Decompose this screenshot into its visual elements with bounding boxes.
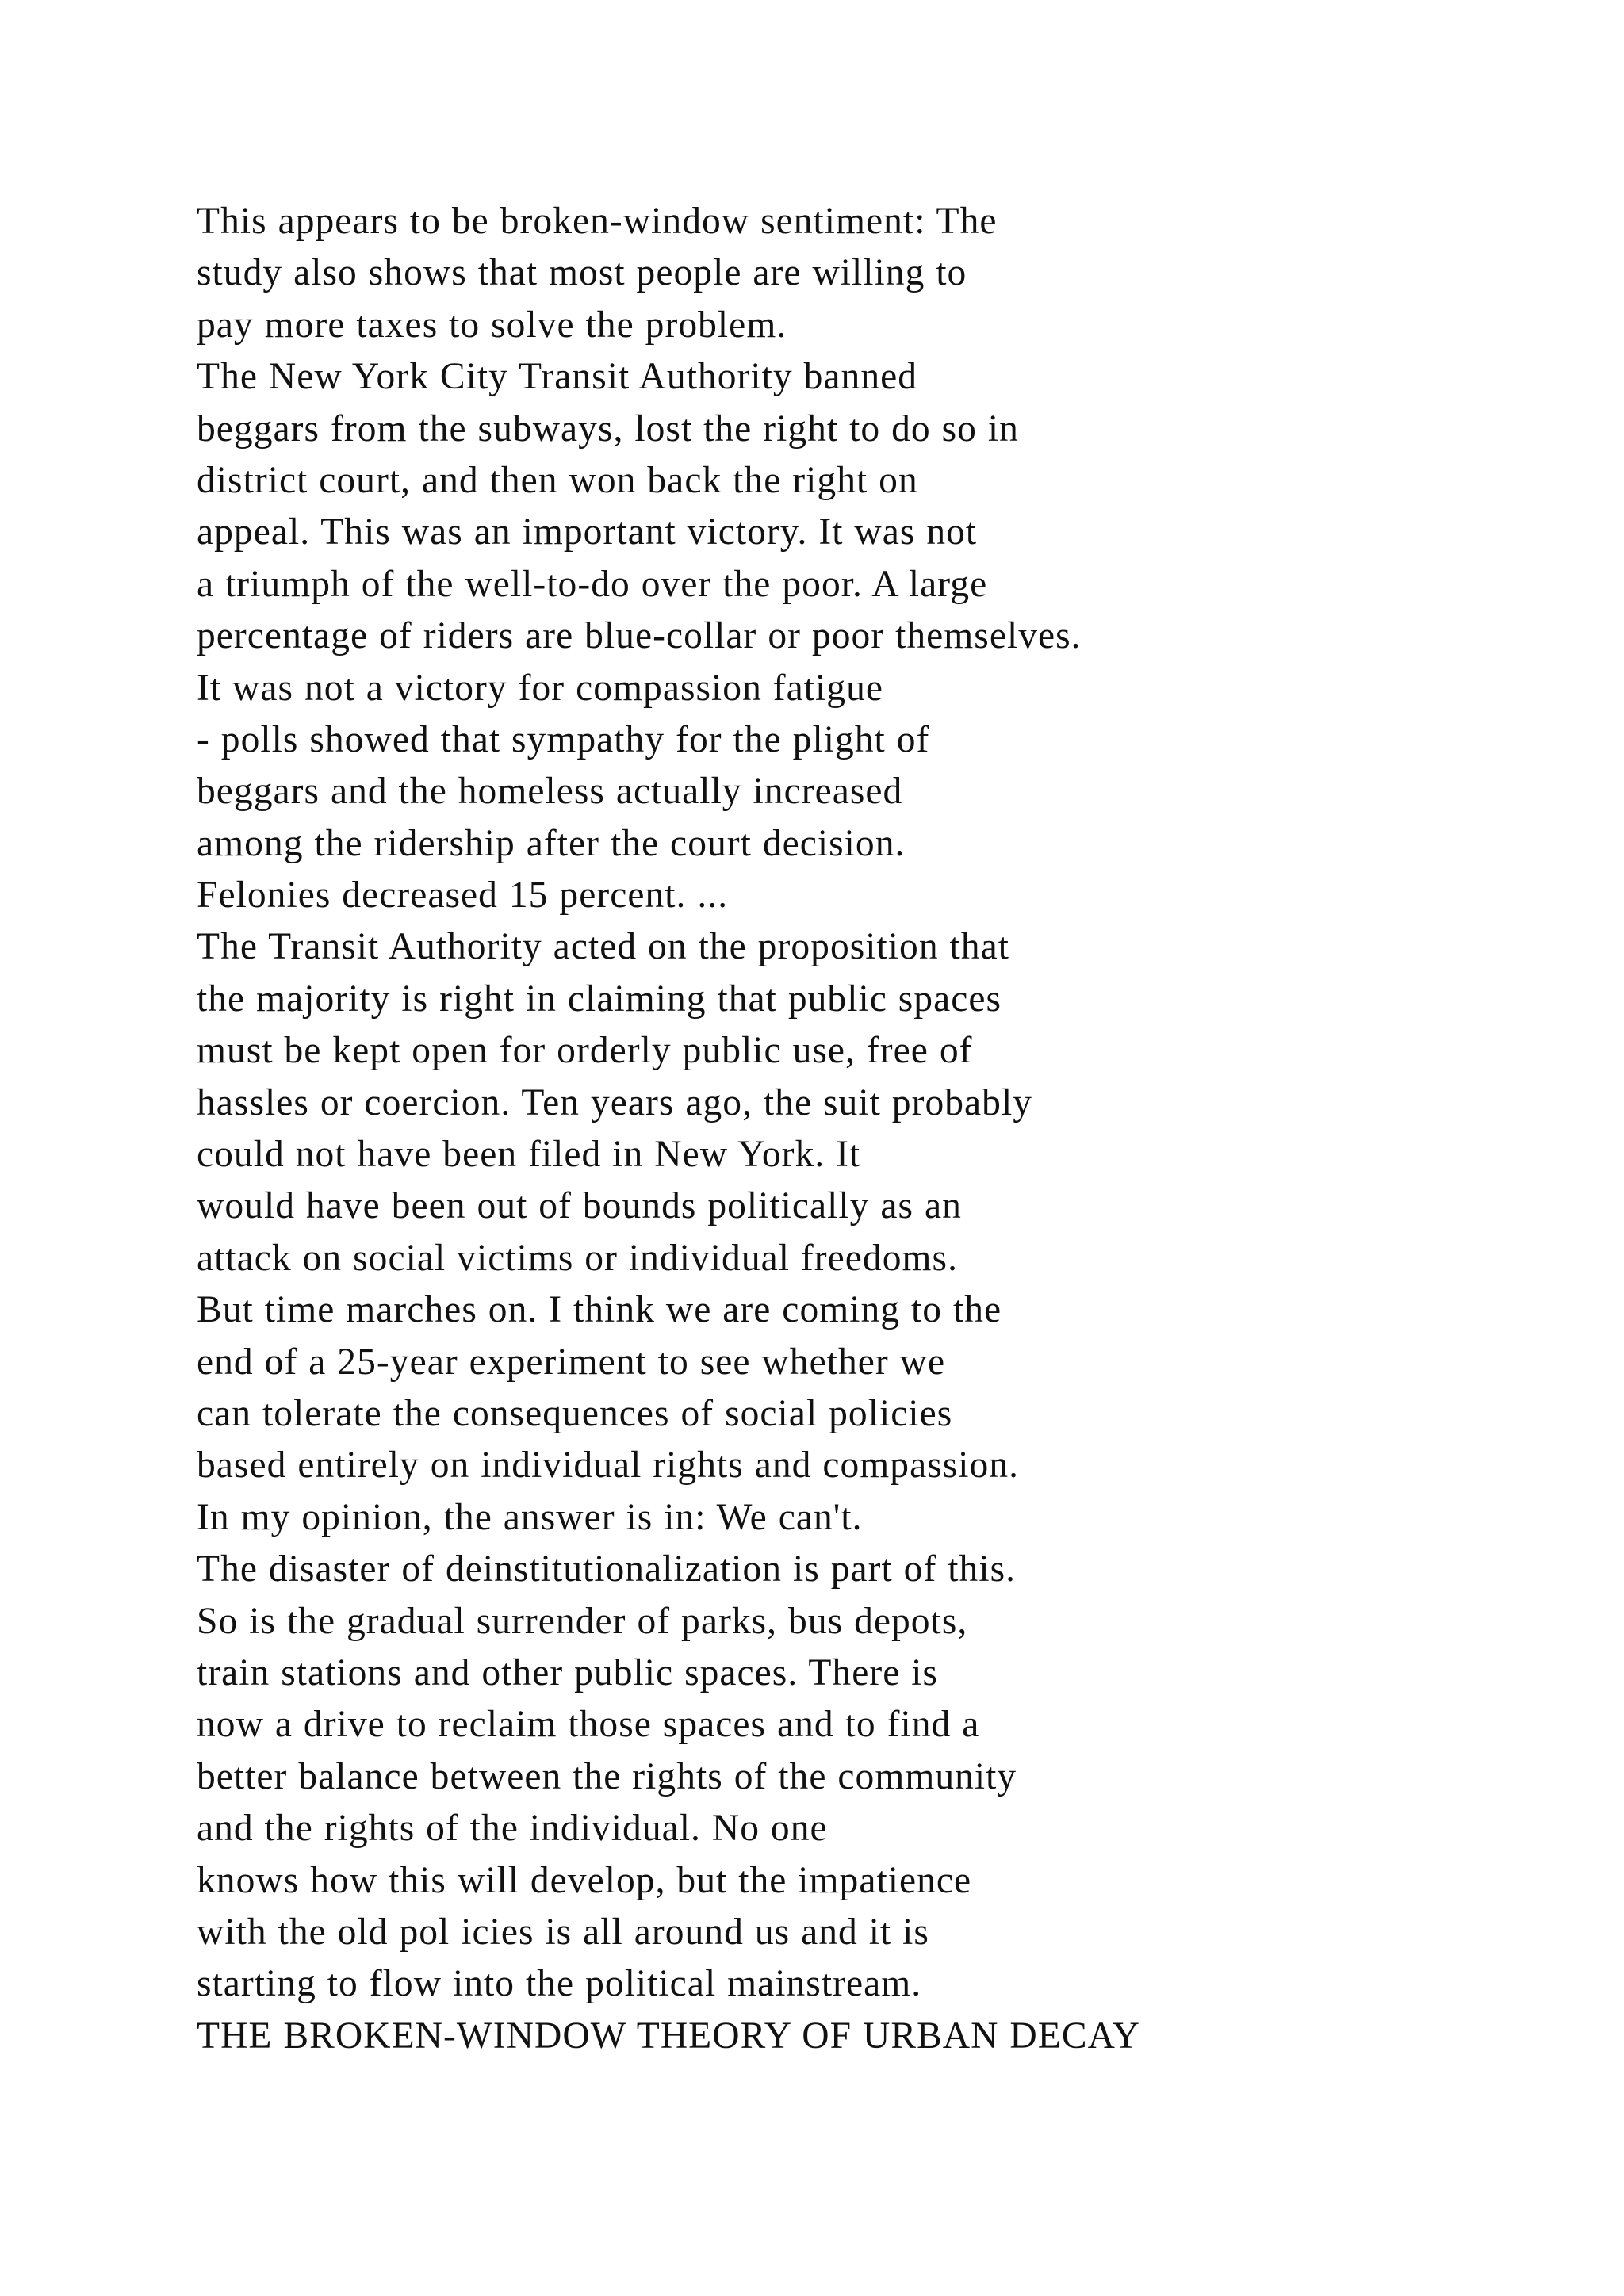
text-line: In my opinion, the answer is in: We can't.: [197, 1496, 863, 1538]
text-line: attack on social victims or individual freedoms.: [197, 1237, 958, 1279]
text-line: But time marches on. I think we are coming to the: [197, 1289, 1002, 1331]
text-line: and the rights of the individual. No one: [197, 1808, 828, 1850]
section-heading: THE BROKEN-WINDOW THEORY OF URBAN DECAY: [197, 2015, 1140, 2057]
text-line: could not have been filed in New York. It: [197, 1134, 861, 1176]
text-line: beggars and the homeless actually increased: [197, 771, 903, 813]
text-line: among the ridership after the court decision.: [197, 822, 906, 864]
text-line: The disaster of deinstitutionalization is part of this.: [197, 1548, 1017, 1590]
text-line: starting to flow into the political mainstream.: [197, 1963, 922, 2005]
text-line: beggars from the subways, lost the right to do so in: [197, 408, 1019, 450]
text-line: end of a 25-year experiment to see whether we: [197, 1341, 946, 1383]
text-line: So is the gradual surrender of parks, bus depots,: [197, 1600, 968, 1642]
text-line: district court, and then won back the right on: [197, 459, 918, 501]
text-line: better balance between the rights of the community: [197, 1755, 1017, 1797]
text-line: The Transit Authority acted on the proposition that: [197, 926, 1009, 968]
text-line: based entirely on individual rights and compassion.: [197, 1445, 1020, 1487]
text-line: appeal. This was an important victory. It was not: [197, 511, 978, 553]
text-line: the majority is right in claiming that public spaces: [197, 978, 1002, 1020]
text-line: - polls showed that sympathy for the plight of: [197, 718, 930, 760]
body-text: [197, 196, 1592, 2062]
text-line: Felonies decreased 15 percent. ...: [197, 874, 729, 916]
text-line: It was not a victory for compassion fatigue: [197, 667, 884, 709]
text-line: with the old pol icies is all around us and it is: [197, 1911, 929, 1953]
text-line: pay more taxes to solve the problem.: [197, 304, 787, 346]
text-line: a triumph of the well-to-do over the poor. A large: [197, 563, 988, 605]
text-line: percentage of riders are blue-collar or poor themselves.: [197, 615, 1082, 657]
text-line: must be kept open for orderly public use, free of: [197, 1030, 973, 1072]
text-line: knows how this will develop, but the impatience: [197, 1859, 972, 1901]
text-line: would have been out of bounds politically as an: [197, 1185, 962, 1227]
text-line: now a drive to reclaim those spaces and to find a: [197, 1704, 980, 1746]
text-line: hassles or coercion. Ten years ago, the suit probably: [197, 1081, 1033, 1123]
text-line: The New York City Transit Authority banned: [197, 356, 918, 398]
text-line: This appears to be broken-window sentiment: The: [197, 201, 998, 242]
text-line: train stations and other public spaces. There is: [197, 1651, 939, 1693]
text-line: can tolerate the consequences of social policies: [197, 1392, 953, 1434]
text-line: study also shows that most people are willing to: [197, 252, 967, 294]
